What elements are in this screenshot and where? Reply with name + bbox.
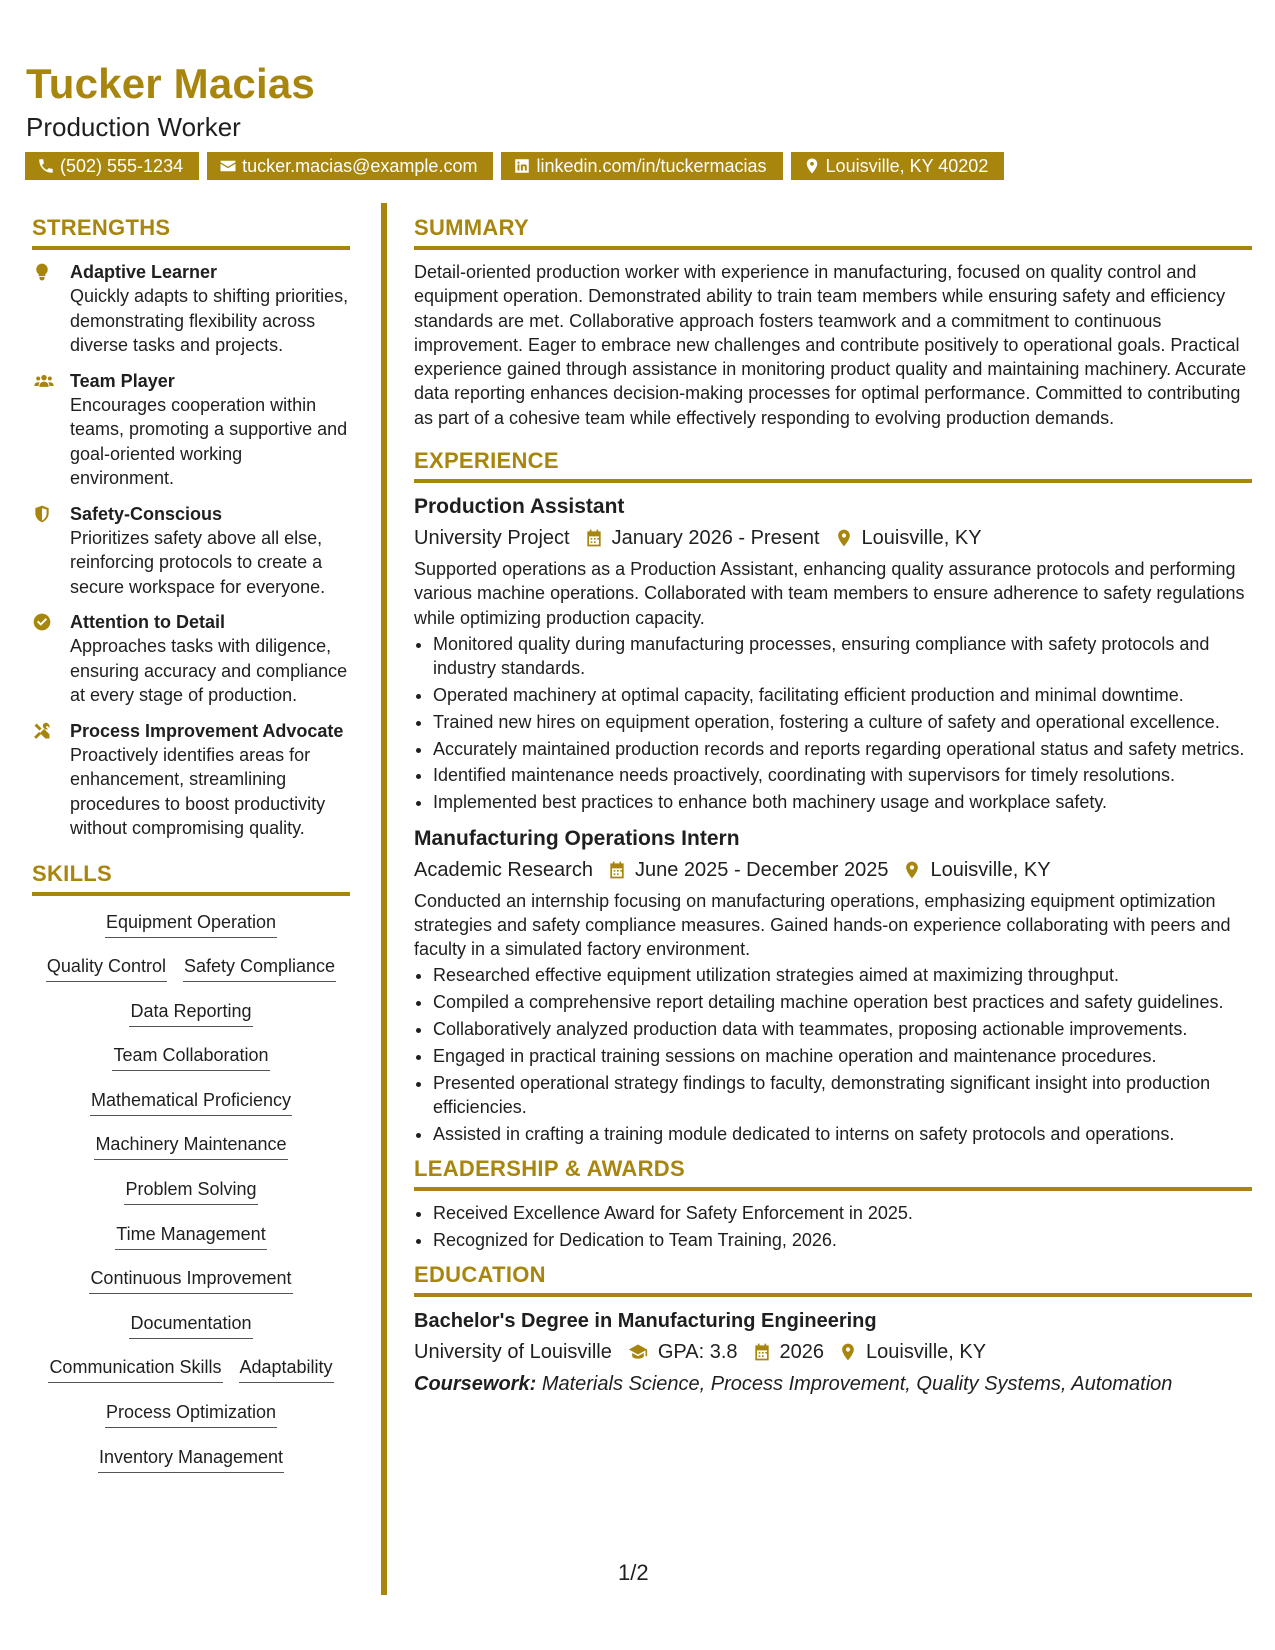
skill-tag: Communication Skills xyxy=(48,1355,222,1383)
job-location: Louisville, KY xyxy=(861,527,982,550)
skills-list xyxy=(32,906,350,1490)
strength-item xyxy=(32,260,350,358)
education-heading: EDUCATION xyxy=(414,1262,1252,1297)
list-item: • Assisted in crafting a training module dedicated to interns on safety protocols and operations. xyxy=(433,1122,1252,1146)
list-item: • Monitored quality during manufacturing processes, ensuring compliance with safety protocols and industry standards. xyxy=(433,632,1252,681)
linkedin-chip[interactable] xyxy=(501,152,782,180)
skill-tag: Inventory Management xyxy=(98,1445,284,1473)
job-entry xyxy=(414,493,1252,814)
list-item: • Recognized for Dedication to Team Training, 2026. xyxy=(433,1228,1252,1252)
map-pin-icon xyxy=(803,157,821,175)
skill-tag: Problem Solving xyxy=(124,1177,257,1205)
skill-tag: Team Collaboration xyxy=(112,1043,269,1071)
leadership-heading: LEADERSHIP & AWARDS xyxy=(414,1156,1252,1191)
degree-title: Bachelor's Degree in Manufacturing Engineering xyxy=(414,1310,877,1333)
email-text: tucker.macias@example.com xyxy=(242,155,478,176)
check-circle-icon xyxy=(32,612,52,632)
strength-desc: Proactively identifies areas for enhancement, streamlining procedures to boost productivity without compromising quality. xyxy=(70,744,326,838)
skill-tag: Quality Control xyxy=(46,954,167,982)
calendar-icon xyxy=(584,528,604,548)
phone-text: (502) 555-1234 xyxy=(60,155,184,176)
strength-title: Process Improvement Advocate xyxy=(70,720,344,741)
contact-bar xyxy=(25,152,1004,180)
calendar-icon xyxy=(752,1342,772,1362)
graduation-year: 2026 xyxy=(779,1341,825,1364)
column-divider xyxy=(381,203,387,1595)
job-bullets xyxy=(414,963,1252,1146)
strength-title: Attention to Detail xyxy=(70,612,225,632)
strength-item xyxy=(32,719,350,841)
strengths-heading: STRENGTHS xyxy=(32,215,350,250)
envelope-icon xyxy=(219,157,237,175)
leadership-list xyxy=(414,1201,1252,1252)
skill-tag: Data Reporting xyxy=(129,999,252,1027)
list-item: • Presented operational strategy findings to faculty, demonstrating significant insight into production efficiencies. xyxy=(433,1071,1252,1120)
job-description: Conducted an internship focusing on manufacturing operations, emphasizing equipment optimization strategies and safety compliance measures. Gained hands-on experience collaborating with peers and faculty in a simulated factory environment. xyxy=(414,890,1231,960)
coursework-list: Materials Science, Process Improvement, Quality Systems, Automation xyxy=(541,1373,1173,1396)
linkedin-text: linkedin.com/in/tuckermacias xyxy=(536,155,767,176)
email-chip[interactable] xyxy=(207,152,493,180)
strength-item xyxy=(32,610,350,708)
location-text: Louisville, KY 40202 xyxy=(825,155,989,176)
job-description: Supported operations as a Production Assistant, enhancing quality assurance protocols and performing various machine operations. Collaborated with team members to ensure adherence to safety regulations while optimizing production capacity. xyxy=(414,559,1245,628)
calendar-icon xyxy=(607,860,627,880)
candidate-name: Tucker Macias xyxy=(26,60,315,107)
list-item: • Researched effective equipment utilization strategies aimed at maximizing throughput. xyxy=(433,963,1252,987)
summary-heading: SUMMARY xyxy=(414,215,1252,250)
skill-tag: Mathematical Proficiency xyxy=(90,1088,292,1116)
skill-tag: Equipment Operation xyxy=(105,910,277,938)
skill-tag: Documentation xyxy=(129,1311,252,1339)
job-dates: January 2026 - Present xyxy=(611,527,820,550)
skill-tag: Safety Compliance xyxy=(183,954,336,982)
phone-chip[interactable] xyxy=(25,152,199,180)
coursework-label: Coursework: xyxy=(414,1373,537,1396)
strength-desc: Encourages cooperation within teams, promoting a supportive and goal-oriented working environment. xyxy=(70,394,348,488)
strength-item xyxy=(32,369,350,491)
education-meta xyxy=(414,1335,1252,1369)
job-dates: June 2025 - December 2025 xyxy=(634,858,889,881)
job-location: Louisville, KY xyxy=(930,858,1051,881)
list-item: • Operated machinery at optimal capacity, facilitating efficient production and minimal downtime. xyxy=(433,683,1252,707)
coursework xyxy=(414,1369,1252,1399)
strength-desc: Prioritizes safety above all else, reinforcing protocols to create a secure workspace for everyone. xyxy=(70,527,326,597)
experience-heading: EXPERIENCE xyxy=(414,448,1252,483)
page-number: 1/2 xyxy=(618,1560,649,1585)
job-org: University Project xyxy=(414,527,570,550)
users-icon xyxy=(32,371,56,391)
shield-icon xyxy=(32,504,52,524)
job-meta xyxy=(414,521,1252,555)
phone-icon xyxy=(37,157,55,175)
gpa: GPA: 3.8 xyxy=(657,1341,738,1364)
job-meta xyxy=(414,853,1252,887)
location-chip[interactable] xyxy=(791,152,1005,180)
strength-desc: Quickly adapts to shifting priorities, demonstrating flexibility across diverse tasks and projects. xyxy=(70,286,349,355)
school-name: University of Louisville xyxy=(414,1341,612,1364)
list-item: • Collaboratively analyzed production data with teammates, proposing actionable improvements. xyxy=(433,1017,1252,1041)
job-title: Manufacturing Operations Intern xyxy=(414,826,740,850)
skill-tag: Adaptability xyxy=(239,1355,334,1383)
job-bullets xyxy=(414,632,1252,815)
map-pin-icon xyxy=(838,1342,858,1362)
skill-tag: Machinery Maintenance xyxy=(94,1132,287,1160)
job-entry xyxy=(414,825,1252,1146)
list-item: • Implemented best practices to enhance both machinery usage and workplace safety. xyxy=(433,790,1252,814)
list-item: • Engaged in practical training sessions on machine operation and maintenance procedures. xyxy=(433,1044,1252,1068)
list-item: • Identified maintenance needs proactively, coordinating with supervisors for timely resolutions. xyxy=(433,763,1252,787)
strength-title: Team Player xyxy=(70,370,175,391)
right-column xyxy=(414,215,1252,1399)
graduation-cap-icon xyxy=(626,1342,650,1362)
left-column xyxy=(32,215,350,1489)
list-item: • Compiled a comprehensive report detailing machine operation best practices and safety guidelines. xyxy=(433,990,1252,1014)
skill-tag: Time Management xyxy=(115,1222,266,1250)
lightbulb-icon xyxy=(32,262,52,282)
job-title: Production Assistant xyxy=(414,495,625,519)
candidate-title: Production Worker xyxy=(26,112,241,142)
skills-heading: SKILLS xyxy=(32,861,350,896)
summary-text: Detail-oriented production worker with experience in manufacturing, focused on quality control and equipment operation. Demonstrated ability to train team members while ensuring safety and efficiency standards are met. Collaborative approach fosters teamwork and a commitment to continuous improvement. Eager to embrace new challenges and contribute positively to operational goals. Practical experience gained through assistance in monitoring product quality and maintaining machinery. Accurate data reporting enhances decision-making processes for optimal performance. Committed to contributing as part of a cohesive team while effectively responding to evolving production demands. xyxy=(414,262,1247,428)
map-pin-icon xyxy=(902,860,922,880)
list-item: • Accurately maintained production records and reports regarding operational status and safety metrics. xyxy=(433,737,1252,761)
tools-icon xyxy=(32,721,52,741)
list-item: • Received Excellence Award for Safety Enforcement in 2025. xyxy=(433,1201,1252,1225)
strength-title: Adaptive Learner xyxy=(70,262,218,282)
school-location: Louisville, KY xyxy=(866,1341,987,1364)
map-pin-icon xyxy=(834,528,854,548)
skill-tag: Process Optimization xyxy=(105,1400,277,1428)
strength-desc: Approaches tasks with diligence, ensuring accuracy and compliance at every stage of production. xyxy=(70,636,348,705)
linkedin-icon xyxy=(513,157,531,175)
job-org: Academic Research xyxy=(414,858,593,881)
strength-title: Safety-Conscious xyxy=(70,503,223,524)
strength-item xyxy=(32,502,350,600)
list-item: • Trained new hires on equipment operation, fostering a culture of safety and operational excellence. xyxy=(433,710,1252,734)
skill-tag: Continuous Improvement xyxy=(89,1266,292,1294)
